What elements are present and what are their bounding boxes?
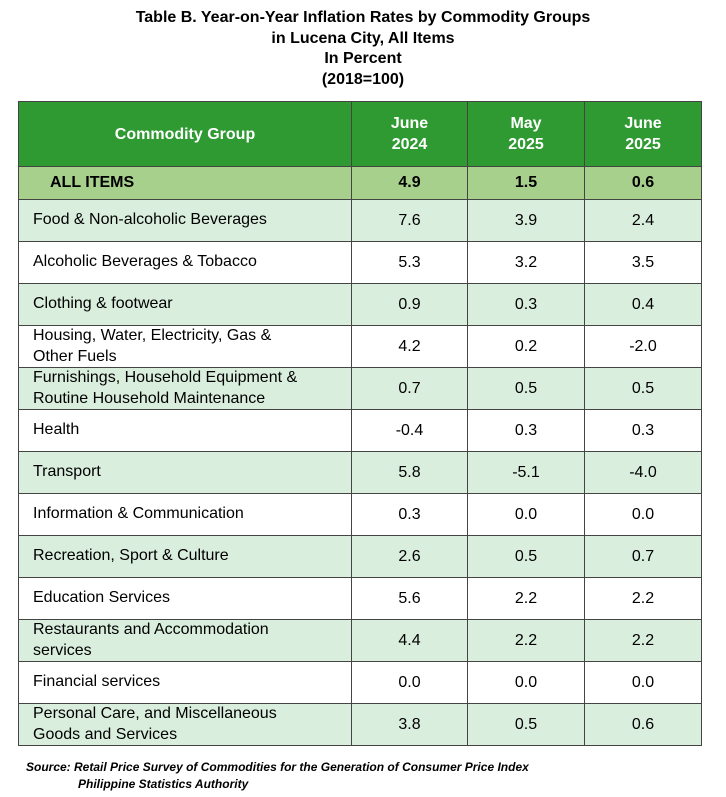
commodity-name-line: Health [33,421,80,439]
commodity-name-line: Housing, Water, Electricity, Gas & [33,327,272,344]
value-may-2025: 2.2 [468,620,585,662]
value-june-2024: 0.0 [352,662,468,704]
all-items-row [19,167,702,200]
commodity-name [19,326,352,368]
value-june-2024: 2.6 [352,536,468,578]
value-june-2025: -2.0 [585,326,702,368]
value-may-2025: 0.0 [468,494,585,536]
commodity-name [19,620,352,662]
value-may-2025: 0.5 [468,704,585,746]
value-may-2025: 0.3 [468,410,585,452]
value-may-2025: 0.0 [468,662,585,704]
value-june-2024: 0.9 [352,284,468,326]
commodity-name [19,662,352,704]
source-line-2: Philippine Statistics Authority [78,777,249,791]
value-june-2024: -0.4 [352,410,468,452]
value-june-2025: -4.0 [585,452,702,494]
header-commodity-group [19,102,352,167]
table-row [19,242,702,284]
value-june-2025: 0.7 [585,536,702,578]
table-row [19,410,702,452]
commodity-name-line: Education Services [33,589,170,607]
commodity-name-line: Restaurants and Accommodation [33,621,269,638]
table-row [19,284,702,326]
value-may-2025: 3.9 [468,200,585,242]
value-may-2025: 0.3 [468,284,585,326]
commodity-name-line: Personal Care, and Miscellaneous [33,705,277,722]
value-may-2025: 2.2 [468,578,585,620]
table-row [19,326,702,368]
commodity-name [19,284,352,326]
commodity-name-line: Other Fuels [33,347,117,365]
table-row [19,494,702,536]
commodity-name-line: services [33,641,92,659]
value-june-2025: 2.4 [585,200,702,242]
value-june-2024: 4.4 [352,620,468,662]
commodity-name-line: Furnishings, Household Equipment & [33,369,298,386]
commodity-name-line: Financial services [33,673,161,691]
value-may-2025: 3.2 [468,242,585,284]
title-line-1: Table B. Year-on-Year Inflation Rates by Commodity Groups [135,9,591,26]
value-june-2024: 5.3 [352,242,468,284]
value-june-2024: 0.3 [352,494,468,536]
header-year: 2025 [508,136,544,153]
header-month: June [624,115,662,132]
commodity-name [19,242,352,284]
value-june-2025: 3.5 [585,242,702,284]
all-items-june-2024: 4.9 [352,167,468,200]
all-items-may-2025: 1.5 [468,167,585,200]
commodity-name [19,200,352,242]
header-row [19,102,702,167]
table-row [19,536,702,578]
table-row [19,620,702,662]
commodity-name-line: Goods and Services [33,725,178,743]
header-june-2024 [352,102,468,167]
value-may-2025: 0.2 [468,326,585,368]
value-june-2024: 5.6 [352,578,468,620]
table-row [19,200,702,242]
commodity-name-line: Transport [33,463,101,481]
source-note [26,759,529,793]
value-june-2025: 0.6 [585,704,702,746]
table-row [19,662,702,704]
value-june-2024: 3.8 [352,704,468,746]
commodity-name [19,452,352,494]
header-label: Commodity Group [114,125,256,143]
value-june-2025: 2.2 [585,578,702,620]
table-row [19,368,702,410]
all-items-june-2025: 0.6 [585,167,702,200]
value-june-2025: 0.0 [585,494,702,536]
value-june-2024: 4.2 [352,326,468,368]
title-line-2: in Lucena City, All Items [271,29,455,47]
commodity-name-line: Recreation, Sport & Culture [33,547,229,565]
all-items-label: ALL ITEMS [19,167,352,200]
value-june-2025: 0.5 [585,368,702,410]
table-row [19,704,702,746]
value-june-2024: 0.7 [352,368,468,410]
value-may-2025: -5.1 [468,452,585,494]
header-june-2025 [585,102,702,167]
source-line-1: Source: Retail Price Survey of Commodities for the Generation of Consumer Price Index [26,760,529,774]
header-year: 2024 [391,136,428,153]
commodity-name-line: Information & Communication [33,505,244,523]
table-row [19,452,702,494]
header-month: June [390,115,429,132]
value-june-2024: 5.8 [352,452,468,494]
commodity-name [19,536,352,578]
value-june-2025: 0.4 [585,284,702,326]
header-may-2025 [468,102,585,167]
table-row [19,578,702,620]
commodity-name [19,704,352,746]
commodity-name [19,578,352,620]
commodity-name [19,368,352,410]
commodity-name-line: Alcoholic Beverages & Tobacco [33,253,257,271]
value-june-2025: 2.2 [585,620,702,662]
inflation-table [18,101,702,746]
commodity-name-line: Clothing & footwear [33,295,173,313]
commodity-name-line: Routine Household Maintenance [33,389,266,407]
table-title [0,8,726,90]
value-may-2025: 0.5 [468,368,585,410]
commodity-name [19,494,352,536]
value-june-2025: 0.0 [585,662,702,704]
header-month: May [510,115,542,132]
title-line-3: In Percent [324,50,402,67]
value-june-2024: 7.6 [352,200,468,242]
value-june-2025: 0.3 [585,410,702,452]
title-line-4: (2018=100) [321,70,405,88]
value-may-2025: 0.5 [468,536,585,578]
commodity-name-line: Food & Non-alcoholic Beverages [33,211,267,229]
commodity-name [19,410,352,452]
header-year: 2025 [625,136,661,153]
